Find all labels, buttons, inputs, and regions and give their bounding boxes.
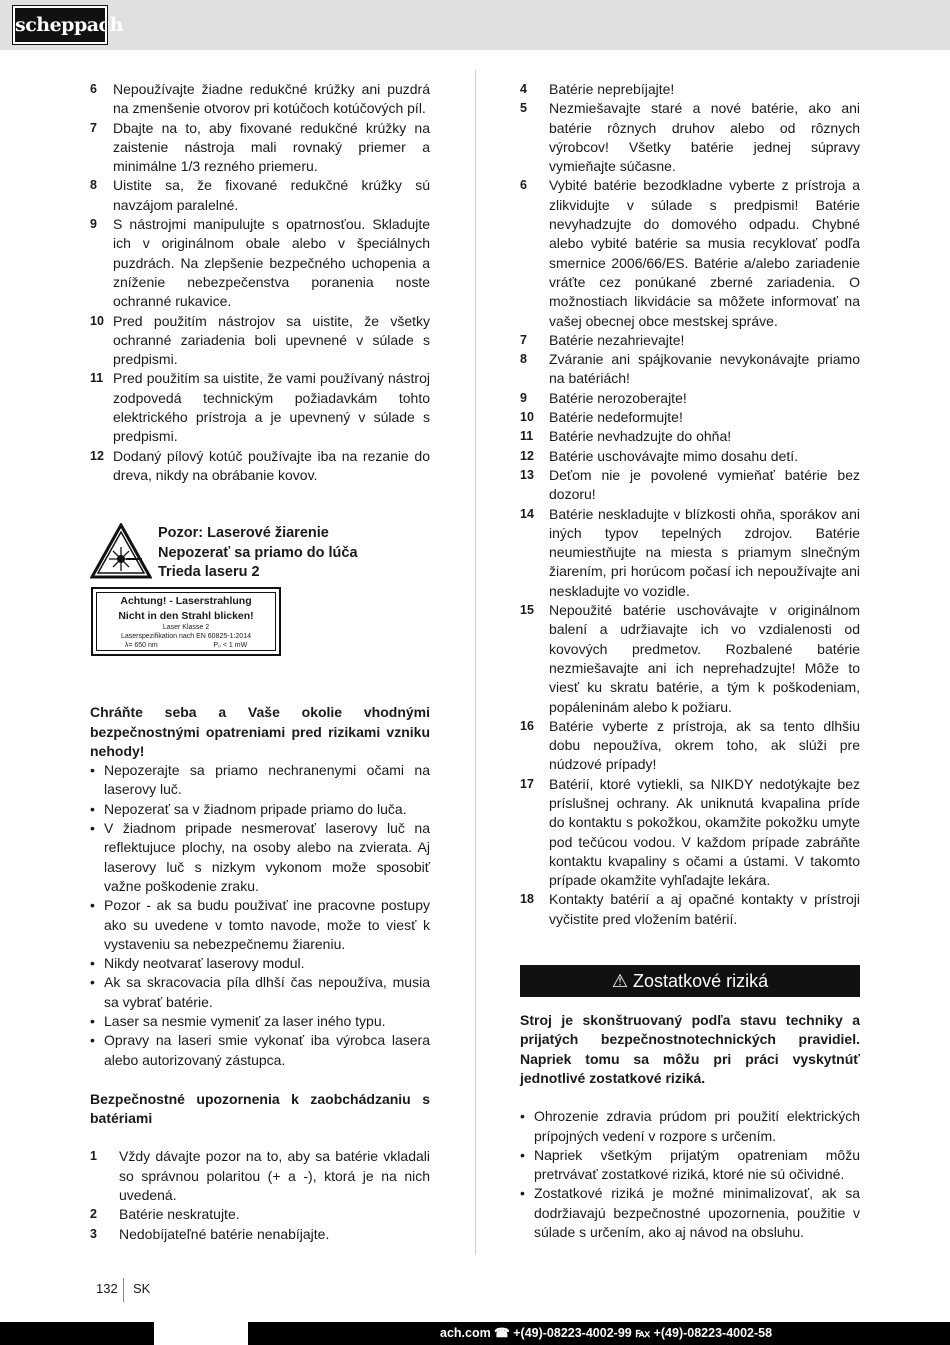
bullet-item <box>90 819 430 896</box>
bullet-text: Laser sa nesmie vymeniť za laser iného typu. <box>104 1012 386 1029</box>
item-text: Pred použitím sa uistite, že vami používaný nástroj zodpovedá technickým požiadavkám tohto elektrického prístroja a je upevnený v súlade s predpismi. <box>113 370 430 445</box>
label-title-2: Nicht in den Strahl blicken! <box>118 610 254 623</box>
item-text: Batérie vyberte z prístroja, ak sa tento dlhšiu dobu nepoužíva, okrem toho, ak slúži pre núdzové prípady! <box>549 717 860 773</box>
list-item <box>520 505 860 601</box>
item-text: Batérie uschovávajte mimo dosahu detí. <box>549 447 799 464</box>
bullet-item <box>520 1146 860 1185</box>
label-title-1: Achtung! - Laserstrahlung <box>120 595 252 608</box>
item-number: 5 <box>520 101 527 116</box>
list-item <box>520 408 860 427</box>
laser-warning-text <box>158 524 358 583</box>
bullet-item <box>90 761 430 800</box>
protect-heading: Chráňte seba a Vaše okolie vhodnými bezpečnostnými opatreniami pred rizikami vzniku nehody! <box>90 704 430 759</box>
item-number: 7 <box>90 120 97 135</box>
list-item <box>520 80 860 99</box>
label-spec: Laserspezifikation nach EN 60825-1:2014 <box>121 633 251 641</box>
bullet-mark: • <box>520 1185 525 1202</box>
item-text: Batérie nedeformujte! <box>549 409 683 426</box>
item-number: 15 <box>520 603 534 618</box>
bullet-text: Ohrozenie zdravia prúdom pri použití elektrických prípojných vedení v rozpore s určením. <box>534 1108 860 1144</box>
list-item <box>520 601 860 717</box>
list-item <box>90 80 430 119</box>
laser-line-2: Nepozerať sa priamo do lúča <box>158 544 358 561</box>
item-text: Zváranie ani spájkovanie nevykonávajte priamo na batériách! <box>549 351 860 387</box>
label-power: P₀ < 1 mW <box>213 642 248 650</box>
bullet-text: Nepozerajte sa priamo nechranenymi očami na laserovy luč. <box>104 762 430 798</box>
item-number: 11 <box>90 371 104 386</box>
item-text: Vždy dávajte pozor na to, aby sa batérie vkladali so správnou polaritou (+ a -), ktorá je na nich uvedená. <box>119 1148 430 1204</box>
right-column <box>520 80 860 1242</box>
list-item <box>520 466 860 505</box>
bullet-mark: • <box>90 897 95 914</box>
item-number: 12 <box>90 448 104 463</box>
item-text: Kontakty batérií a aj opačné kontakty v prístroji vyčistite pred vložením batérií. <box>549 891 860 927</box>
bullet-mark: • <box>520 1108 525 1125</box>
item-text: Vybité batérie bezodkladne vyberte z prístroja a zlikvidujte v súlade s predpismi! Batérie nevyhadzujte do domového odpadu. Chybné alebo vybité batérie sa musia recyklovať podľa smernice 2006/66/ES. Batérie a/alebo zariadenie vráťte cez ponúkané zberné zariadenia. O možnostiach likvidácie sa môžete informovať na vašej obecnej obce mestskej správe. <box>549 177 860 329</box>
laser-warning-icon <box>90 523 152 579</box>
item-text: Uistite sa, že fixované redukčné krúžky sú navzájom paralelné. <box>113 177 430 213</box>
item-number: 16 <box>520 718 534 733</box>
bullet-text: Nepozerať sa v žiadnom pripade priamo do luča. <box>104 800 407 817</box>
item-number: 6 <box>520 178 527 193</box>
item-number: 1 <box>90 1149 97 1164</box>
bullet-mark: • <box>90 955 95 972</box>
battery-list-right <box>520 80 860 929</box>
list-item <box>90 447 430 486</box>
scheppach-logo: scheppach <box>13 6 107 44</box>
label-class: Laser Klasse 2 <box>162 624 210 632</box>
bullet-mark: • <box>90 762 95 779</box>
list-item <box>90 369 430 446</box>
page-number: 132 <box>96 1281 118 1296</box>
item-number: 11 <box>520 429 534 444</box>
bullet-item <box>520 1107 860 1146</box>
bullet-text: Opravy na laseri smie vykonať iba výrobca lasera alebo autorizovaný zástupca. <box>104 1032 430 1068</box>
laser-line-1: Pozor: Laserové žiarenie <box>158 525 329 542</box>
item-number: 10 <box>90 313 104 328</box>
bullet-text: V žiadnom pripade nesmerovať laserovy luč na reflektujuce plochy, na osoby alebo na zvierata. Aj laserovy luč s nizkym vykonom može sposobiť važne poškodenie zraku. <box>104 820 430 894</box>
laser-label <box>91 587 281 656</box>
list-item <box>90 1147 430 1205</box>
item-text: Nepoužívajte žiadne redukčné krúžky ani puzdrá na zmenšenie otvorov pri kotúčoch kotúčových píl. <box>113 81 430 117</box>
list-item <box>520 99 860 176</box>
tool-safety-list <box>90 80 430 485</box>
item-number: 9 <box>90 217 97 232</box>
item-number: 9 <box>520 390 527 405</box>
bullet-item <box>90 973 430 1012</box>
footer-contact: ach.com ☎ +(49)-08223-4002-99 ℻ +(49)-08223-4002-58 <box>440 1326 773 1340</box>
bullet-item <box>90 800 430 819</box>
item-text: Nezmiešavajte staré a nové batérie, ako ani batérie rôznych druhov alebo od rôznych výrobcov! Všetky batérie jednej súpravy vymieňajte súčasne. <box>549 100 860 175</box>
list-item <box>520 350 860 389</box>
battery-list-left <box>90 1147 430 1243</box>
bullet-text: Napriek všetkým prijatým opatreniam môžu pretrvávať zostatkové riziká, ktoré nie sú očividné. <box>534 1146 860 1183</box>
item-number: 18 <box>520 892 534 907</box>
list-item <box>520 176 860 330</box>
bullet-text: Zostatkové riziká je možné minimalizovať, ak sa dodržiavajú bezpečnostné upozornenia, použitie v súlade s určením, ako aj návod na obsluhu. <box>534 1185 860 1241</box>
list-item <box>520 331 860 350</box>
bullet-text: Nikdy neotvarať laserovy modul. <box>104 955 305 972</box>
bullet-text: Ak sa skracovacia píla dlhší čas nepoužíva, musia sa vybrať batérie. <box>104 974 430 1010</box>
page-language: SK <box>133 1281 151 1296</box>
bullet-item <box>90 1031 430 1070</box>
list-item <box>90 312 430 370</box>
bullet-mark: • <box>90 1012 95 1029</box>
item-text: Batérie neskratujte. <box>119 1206 240 1223</box>
item-text: Batérií, ktoré vytiekli, sa NIKDY nedotýkajte bez príslušnej ochrany. Ak uniknutá kvapalina príde do kontaktu s pokožkou, okamžite pokožku umyte pod tečúcou vodou. V každom prípade zabráňte kontaktu kvapaliny s očami a ústami. V takomto prípade okamžite vyhľadajte lekára. <box>549 775 860 889</box>
item-text: Batérie nevhadzujte do ohňa! <box>549 428 732 445</box>
header-bar <box>0 0 950 50</box>
item-text: Nepoužité batérie uschovávajte v originálnom balení a udržiavajte ich vo vzdialenosti od kovových predmetov. Rozbalené batérie nezmiešavajte ani ich neprehadzujte! Môže to viesť ku skratu batérie, a tým k poškodeniam, popáleninám alebo k požiaru. <box>549 602 860 715</box>
bullet-text: Pozor - ak sa budu použivať ine pracovne postupy ako su uvedene v tomto navode, može to viesť k vystaveniu sa nebezpečnemu žiareniu. <box>104 897 430 952</box>
list-item <box>520 890 860 929</box>
item-text: Dbajte na to, aby fixované redukčné krúžky na zaistenie nástroja mali rovnaký priemer a minimálne 1/3 rezného priemeru. <box>113 119 430 175</box>
list-item <box>90 1205 430 1224</box>
item-number: 6 <box>90 82 97 96</box>
item-number: 7 <box>520 332 527 347</box>
laser-bullet-list <box>90 761 430 1070</box>
bullet-item <box>90 896 430 954</box>
item-number: 14 <box>520 506 534 521</box>
bullet-item <box>520 1184 860 1242</box>
item-number: 10 <box>520 410 534 425</box>
bullet-mark: • <box>90 800 95 817</box>
residual-risks-header: ⚠ Zostatkové riziká <box>520 965 860 997</box>
battery-heading: Bezpečnostné upozornenia k zaobchádzaniu s batériami <box>90 1090 430 1127</box>
bullet-mark: • <box>520 1146 525 1163</box>
item-number: 12 <box>520 448 534 463</box>
item-number: 2 <box>90 1207 97 1222</box>
bullet-mark: • <box>90 820 95 837</box>
list-item <box>520 717 860 775</box>
item-number: 3 <box>90 1226 97 1241</box>
residual-bullet-list <box>520 1107 860 1242</box>
list-item <box>90 215 430 311</box>
item-text: S nástrojmi manipulujte s opatrnosťou. Skladujte ich v originálnom obale alebo v špeciálnych puzdrách. Na zlepšenie bezpečného uchopenia a zníženie nebezpečenstva poranenia noste ochranné rukavice. <box>113 216 430 310</box>
list-item <box>520 775 860 891</box>
left-column <box>90 80 430 1244</box>
bullet-item <box>90 954 430 973</box>
label-wavelength: λ= 650 nm <box>124 642 158 650</box>
item-number: 8 <box>520 352 527 367</box>
item-text: Batérie nezahrievajte! <box>549 331 685 348</box>
bullet-item <box>90 1012 430 1031</box>
item-text: Batérie neskladujte v blízkosti ohňa, sporákov ani iných typov tepelných zdrojov. Batérie neumiestňujte na miesta s priamym slnečným žiarením, pri horúcom počasí ich nepoužívajte ani neskladujte vo vozidle. <box>549 505 860 599</box>
item-text: Batérie neprebíjajte! <box>549 81 675 97</box>
item-text: Batérie nerozoberajte! <box>549 389 687 406</box>
list-item <box>520 447 860 466</box>
list-item <box>90 176 430 215</box>
list-item <box>520 427 860 446</box>
item-number: 4 <box>520 82 527 96</box>
column-divider <box>475 70 476 1255</box>
laser-warning-block <box>90 523 430 683</box>
item-text: Deťom nie je povolené vymieňať batérie bez dozoru! <box>549 466 860 503</box>
bullet-mark: • <box>90 1032 95 1049</box>
list-item <box>90 1225 430 1244</box>
laser-line-3: Trieda laseru 2 <box>158 564 260 581</box>
item-text: Pred použitím nástrojov sa uistite, že všetky ochranné zariadenia boli upevnené v súlade s predpismi. <box>113 312 430 368</box>
item-text: Nedobíjateľné batérie nenabíjajte. <box>119 1225 330 1242</box>
page-separator <box>123 1278 124 1302</box>
item-number: 13 <box>520 467 534 482</box>
residual-intro: Stroj je skonštruovaný podľa stavu techniky a prijatých bezpečnostnotechnických pravidiel. Napriek tomu sa môžu pri práci vyskytnúť jednotlivé zostatkové riziká. <box>520 1012 860 1086</box>
item-number: 8 <box>90 178 97 193</box>
list-item <box>90 119 430 177</box>
item-number: 17 <box>520 776 534 791</box>
list-item <box>520 389 860 408</box>
item-text: Dodaný pílový kotúč používajte iba na rezanie do dreva, nikdy na obrábanie kovov. <box>113 447 430 483</box>
footer-gap <box>154 1322 248 1345</box>
bullet-mark: • <box>90 974 95 991</box>
